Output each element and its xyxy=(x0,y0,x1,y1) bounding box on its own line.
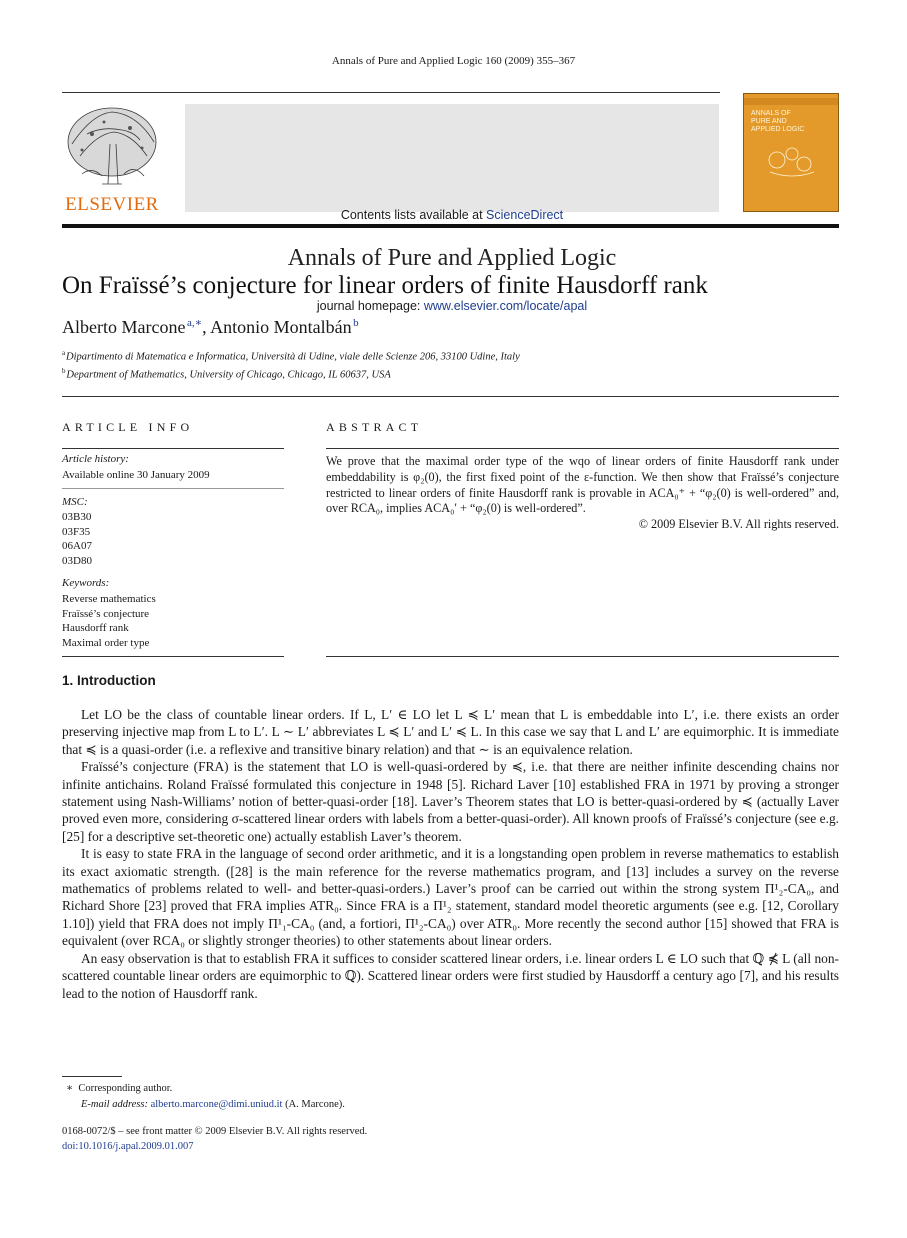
affiliation-text: Dipartimento di Matematica e Informatica, Università di Udine, viale delle Scienze 206, 33100 Udine, Italy xyxy=(66,351,520,363)
msc-code: 03F35 xyxy=(62,525,91,538)
header-rule xyxy=(62,92,720,93)
paragraph: Let LO be the class of countable linear orders. If L, L′ ∈ LO let L ≼ L′ mean that L is embeddable into L′, i.e. there exists an order preserving injective map from L to L′. L ∼ L′ abbreviates L ≼ L′ and L′ ≼ L. In this case we say that L and L′ are equimorphic. It is immediate that ≼ is a quasi-order (i.e. a reflexive and transitive binary relation) and that ∼ is an equivalence relation. xyxy=(62,707,839,757)
affiliation-b xyxy=(62,367,391,381)
footnote-text: Corresponding author. xyxy=(78,1083,173,1094)
msc-code: 03B30 xyxy=(62,511,92,523)
paragraph: Fraïssé’s conjecture (FRA) is the statement that LO is well-quasi-ordered by ≼, i.e. that there are neither infinite descending chains nor infinite antichains. Roland Fraïssé formulated this conjecture in 1948 [5]. Richard Laver [10] established FRA in 1971 by proving a stronger statement using Nash-Williams’ notion of better-quasi-order [18]. Laver’s Theorem states that LO is better-quasi-ordered by ≼ (actually Laver proved even more, considering σ-scattered linear orders with labels from a better-quasi-order). All known proofs of Fraïssé’s conjecture (see e.g. [25] for a descriptive set-theoretic one) actually establish Laver’s theorem. xyxy=(62,759,839,844)
section-rule xyxy=(62,396,839,397)
affiliation-a xyxy=(62,349,520,363)
article-info-rule xyxy=(62,448,284,449)
contents-line xyxy=(185,208,719,222)
email-note xyxy=(81,1099,345,1110)
author-name: Alberto Marcone xyxy=(62,317,186,337)
msc-label: MSC: xyxy=(62,496,88,508)
homepage-line xyxy=(185,299,719,313)
keywords-list xyxy=(62,592,156,650)
email-label: E-mail address: xyxy=(81,1099,148,1110)
author-name: Antonio Montalbán xyxy=(210,317,352,337)
msc-code: 03D80 xyxy=(62,554,92,567)
header-thick-rule xyxy=(62,224,839,228)
article-info-bottom-rule xyxy=(62,656,284,657)
authors-line: Alberto Marcone $^{a,∗}$, Antonio Montalbán $^b$ xyxy=(62,317,359,337)
doi-line xyxy=(62,1141,194,1152)
journal-citation: Annals of Pure and Applied Logic 160 (2009) 355–367 xyxy=(331,55,576,67)
history-label: Article history: xyxy=(62,453,129,465)
cover-title: ANNALS OF PURE AND APPLIED LOGIC xyxy=(751,110,805,133)
corresponding-author-note xyxy=(66,1082,172,1094)
email-suffix: (A. Marcone). xyxy=(285,1099,345,1110)
author-affiliation-mark[interactable]: b xyxy=(353,317,359,329)
abstract-rule xyxy=(326,448,839,449)
article-info-divider xyxy=(62,488,284,489)
publisher-wordmark: ELSEVIER xyxy=(65,194,159,215)
msc-list xyxy=(62,510,92,568)
abstract-heading: ABSTRACT xyxy=(326,420,423,434)
paragraph: An easy observation is that to establish FRA it suffices to consider scattered linear orders, i.e. linear orders L ∈ LO such that ℚ ⋠ L (all non-scattered countable linear orders are equimorphic to ℚ). Scattered linear orders were first studied by Hausdorff a century ago [7], and his results lead to the notion of Hausdorff rank. xyxy=(62,950,839,1001)
history-value: Available online 30 January 2009 xyxy=(62,469,210,481)
affiliation-text: Department of Mathematics, University of Chicago, Chicago, IL 60637, USA xyxy=(66,369,391,381)
abstract-copyright: © 2009 Elsevier B.V. All rights reserved. xyxy=(638,517,839,532)
keyword: Hausdorff rank xyxy=(62,622,129,634)
affiliation-mark: a xyxy=(62,349,66,357)
footnote-rule xyxy=(62,1076,122,1077)
doi-link[interactable]: doi:10.1016/j.apal.2009.01.007 xyxy=(62,1141,194,1152)
abstract-body xyxy=(326,454,839,533)
footnote-mark: ∗ xyxy=(66,1083,74,1094)
journal-title: Annals of Pure and Applied Logic xyxy=(287,245,617,271)
keywords-label: Keywords: xyxy=(62,577,110,589)
homepage-prefix: journal homepage: xyxy=(316,299,424,313)
journal-cover-thumbnail xyxy=(743,93,839,212)
keyword: Maximal order type xyxy=(62,636,150,649)
homepage-link[interactable]: www.elsevier.com/locate/apal xyxy=(423,299,588,313)
cover-ornament-icon xyxy=(762,140,822,180)
cover-band xyxy=(744,98,838,105)
author-affiliation-mark[interactable]: a,∗ xyxy=(186,317,203,329)
article-info-heading: ARTICLE INFO xyxy=(62,420,194,434)
email-link[interactable]: alberto.marcone@dimi.uniud.it xyxy=(150,1099,283,1110)
msc-code: 06A07 xyxy=(62,540,92,552)
affiliation-mark: b xyxy=(62,367,66,375)
abstract-text: We prove that the maximal order type of the wqo of linear orders of finite Hausdorff rank under embeddability is φ₂(0), the first fixed point of the ε-function. We then show that Fraïssé’s conjecture restricted to linear orders of finite Hausdorff rank is provable in ACA₀⁺ + “φ₂(0) is well-ordered” and, over RCA₀, implies ACA₀′ + “φ₂(0) is well-ordered”. xyxy=(326,454,839,516)
abstract-bottom-rule xyxy=(326,656,839,657)
sciencedirect-link[interactable]: ScienceDirect xyxy=(486,208,564,222)
issn-line: 0168-0072/$ – see front matter © 2009 Elsevier B.V. All rights reserved. xyxy=(62,1126,368,1137)
article-title: On Fraïssé’s conjecture for linear orders of finite Hausdorff rank xyxy=(62,272,708,299)
paragraph: It is easy to state FRA in the language of second order arithmetic, and it is a longstanding open problem in reverse mathematics to establish its exact axiomatic strength. ([28] is the main reference for the reverse mathematics program, and [13] includes a survey on the reverse mathematics of problems related to well- and better-quasi-orders.) Laver’s proof can be carried out within the strong system Π¹₂-CA₀, and Richard Shore [23] proved that FRA implies ATR₀. Since FRA is a Π¹₂ statement, standard model theoretic arguments (see e.g. [12, Corollary 1.10]) yield that FRA does not imply Π¹₁-CA₀ (and, a fortiori, Π¹₂-CA₀) over ATR₀. More recently the second author [15] showed that FRA is equivalent (over RCA₀ or slightly stronger theories) to other statements about linear orders. xyxy=(62,846,839,949)
introduction-heading: 1. Introduction xyxy=(62,673,156,688)
contents-prefix: Contents lists available at xyxy=(340,208,487,222)
keyword: Reverse mathematics xyxy=(62,593,156,605)
keyword: Fraïssé’s conjecture xyxy=(62,607,150,620)
introduction-body xyxy=(62,706,839,1002)
